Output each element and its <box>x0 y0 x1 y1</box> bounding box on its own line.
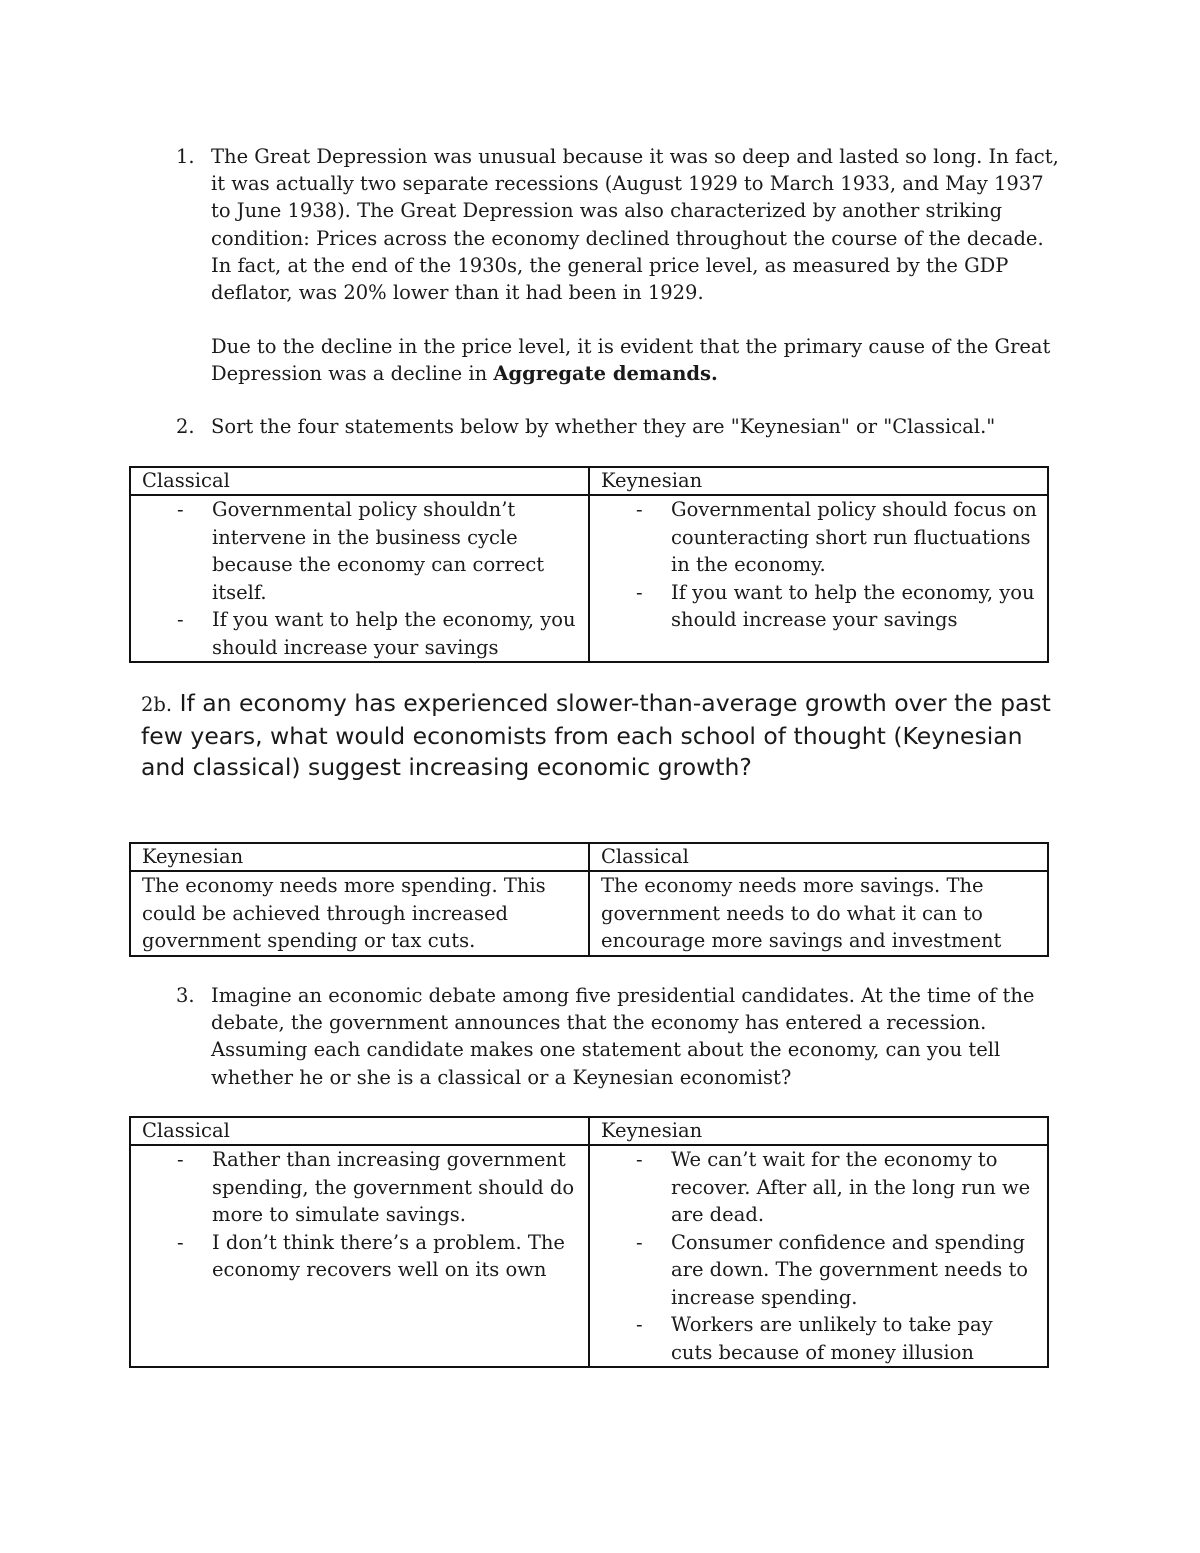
candidate-statements-table <box>129 1116 1049 1368</box>
question-1-number: 1. <box>176 145 195 168</box>
list-item: - We can’t wait for the economy to recover. After all, in the long run we are dead. <box>636 1148 1031 1226</box>
growth-suggestion-table <box>129 842 1049 957</box>
question-2b-text: If an economy has experienced slower-than-average growth over the past few years, what would economists from each school of thought (Keynesian and classical) suggest increasing economic growth? <box>141 689 1051 781</box>
column-header-keynesian: Keynesian <box>589 1117 1048 1145</box>
column-header-classical: Classical <box>130 467 589 495</box>
table-row <box>130 495 1048 662</box>
list-item: - If you want to help the economy, you should increase your savings <box>636 580 1035 631</box>
column-header-classical: Classical <box>130 1117 589 1145</box>
table-row <box>130 1145 1048 1367</box>
column-header-classical: Classical <box>589 843 1048 871</box>
dash-bullet: - <box>636 1313 643 1336</box>
keynesian-cell <box>589 495 1048 662</box>
dash-bullet: - <box>177 1230 184 1254</box>
list-item: - Governmental policy should focus on counteracting short run fluctuations in the economy. <box>636 498 1037 576</box>
list-item: - Consumer confidence and spending are down. The government needs to increase spending. <box>636 1230 1029 1309</box>
dash-bullet: - <box>177 1148 184 1171</box>
table-row <box>130 871 1048 956</box>
dash-bullet: - <box>177 608 184 631</box>
keynesian-cell: The economy needs more spending. This could be achieved through increased government spending or tax cuts. <box>130 871 589 956</box>
list-item: - Workers are unlikely to take pay cuts because of money illusion <box>636 1313 993 1364</box>
question-2b-prefix: 2b. <box>141 693 173 716</box>
question-2-number: 2. <box>176 415 195 438</box>
classical-statement-list <box>142 1146 580 1284</box>
keynesian-statement-list <box>601 1146 1039 1366</box>
list-item: - Rather than increasing government spending, the government should do more to simulate savings. <box>177 1148 575 1226</box>
question-3-text: Imagine an economic debate among five presidential candidates. At the time of the debate, the government announces that the economy has entered a recession. Assuming each candidate makes one statement about the economy, can you tell whether he or she is a classical or a Keynesian economist? <box>211 984 1035 1089</box>
table-header-row <box>130 843 1048 871</box>
question-3-number: 3. <box>176 984 195 1007</box>
question-1-answer-prefix: Due to the decline in the price level, it is evident that the primary cause of the Great Depression was a decline in <box>211 335 1051 386</box>
dash-bullet: - <box>636 1230 643 1254</box>
keynesian-cell <box>589 1145 1048 1367</box>
column-header-keynesian: Keynesian <box>130 843 589 871</box>
question-2b-heading <box>141 688 1061 784</box>
sort-statements-table <box>129 466 1049 663</box>
classical-cell: The economy needs more savings. The government needs to do what it can to encourage more savings and investment <box>589 871 1048 956</box>
keynesian-statement-list <box>601 496 1039 634</box>
question-1-answer: Aggregate demands. <box>493 362 718 386</box>
question-2-text: Sort the four statements below by whether they are "Keynesian" or "Classical." <box>211 415 996 438</box>
column-header-keynesian: Keynesian <box>589 467 1048 495</box>
dash-bullet: - <box>636 580 643 604</box>
question-1-paragraph: The Great Depression was unusual because it was so deep and lasted so long. In fact, it was actually two separate recessions (August 1929 to March 1933, and May 1937 to June 1938). The Great Depression was also characterized by another striking condition: Prices across the economy declined throughout the course of the decade. In fact, at the end of the 1930s, the general price level, as measured by the GDP deflator, was 20% lower than it had been in 1929. <box>211 145 1059 305</box>
dash-bullet: - <box>636 1148 643 1171</box>
list-item: - If you want to help the economy, you should increase your savings <box>177 608 576 659</box>
question-1-answer-paragraph <box>211 333 1066 387</box>
classical-statement-list <box>142 496 580 661</box>
classical-cell <box>130 495 589 662</box>
table-header-row <box>130 1117 1048 1145</box>
list-item: - I don’t think there’s a problem. The economy recovers well on its own <box>177 1230 565 1281</box>
dash-bullet: - <box>177 498 184 521</box>
table-header-row <box>130 467 1048 495</box>
list-item: - Governmental policy shouldn’t intervene in the business cycle because the economy can correct itself. <box>177 498 545 604</box>
dash-bullet: - <box>636 498 643 521</box>
classical-cell <box>130 1145 589 1367</box>
